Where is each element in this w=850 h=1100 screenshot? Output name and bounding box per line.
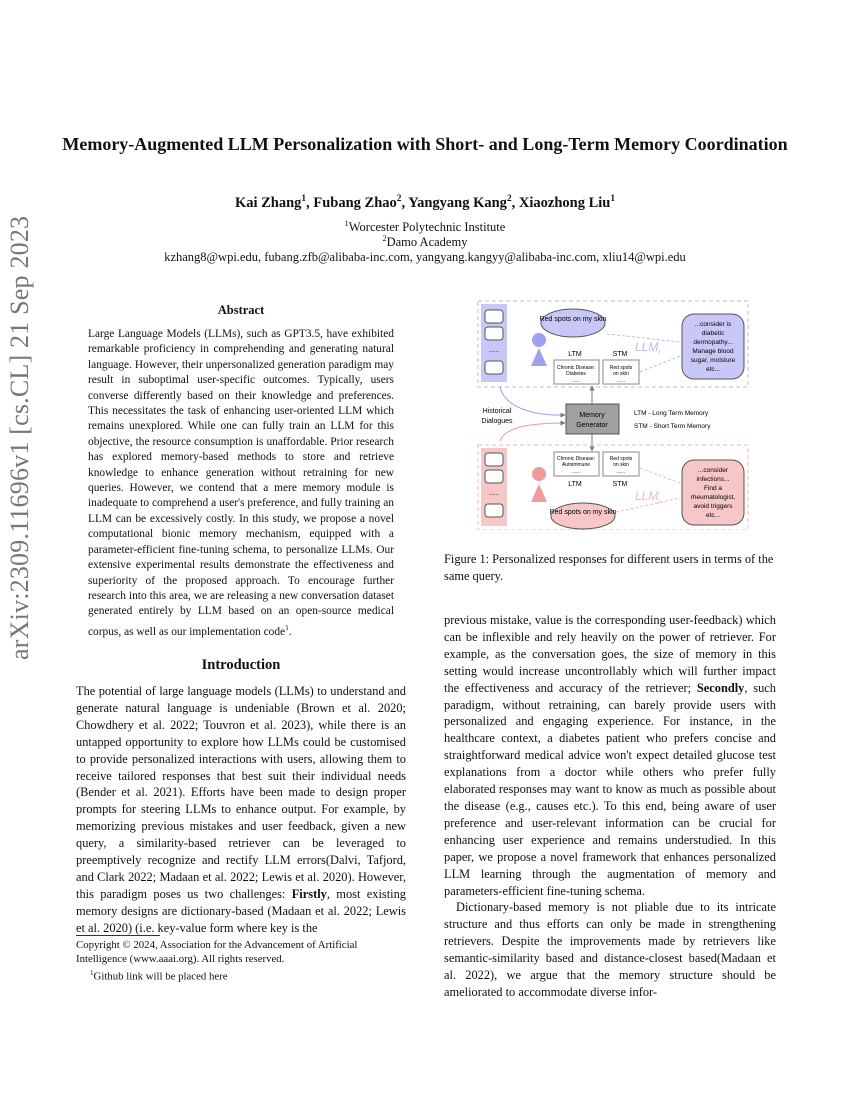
text-run: , such paradigm, without retraining, can barely provide users with personalized and engaging experience. For instance, in the healthcare context, a diabetes patient who prefers concise and straightforward medical advice won't expect detailed glucose test explanations from a doctor while others who prefer fully elaborated responses may want to know as much as possible about the disease (e.g., causes etc.). To this end, being aware of user preference and user-relevant information can be crucial for enhancing user experience and remains understudied. In this paper, we propose a novel framework that enhances personalized LLM learning through the augmentation of memory and parameters-efficient fine-tuning schema. [444, 680, 776, 898]
memory-generator-box [566, 404, 619, 434]
generator-label: Memory [579, 412, 605, 419]
query-bubble [541, 309, 605, 337]
stm-label: STM [612, 481, 628, 488]
stm-entry: on skin [613, 371, 629, 377]
ltm-entry: Chronic Disease: [556, 456, 596, 462]
history-to-generator-arrow [500, 423, 565, 441]
introduction-heading: Introduction [201, 657, 281, 673]
footnote-text: Github link will be placed here [93, 970, 228, 983]
author-affil-mark: 2 [506, 194, 512, 204]
arxiv-identifier: arXiv:2309.11696v1 [cs.CL] 21 Sep 2023 [5, 215, 34, 660]
copyright-notice: Copyright © 2024, Association for the Advancement of Artificial Intelligence (www.aaai.org). All rights reserved. [76, 939, 358, 965]
author-name: Yangyang Kang [408, 194, 507, 211]
figure-caption: Figure 1: Personalized responses for different users in terms of the same query. [444, 552, 774, 583]
response-line: etc... [705, 512, 721, 519]
llm-label [635, 489, 660, 505]
ellipsis: ...... [616, 469, 626, 475]
text-run: The potential of large language models (LLMs) to understand and generate natural language is undeniable (Brown et al. 2020; Chowdhery et al. 2022; Touvron et al. 2023), while there is an untapped opportunity to explore how LLMs could be customised to provide personalized interactions with users, allowing them to receive tailored responses that best suit their individual needs (Bender et al. 2021). Efforts have been made to design proper prompts for steering LLMs to enhance output. For example, by memorizing previous mistakes and user feedback, given a new query, a similarity-based retriever can be leveraged to preemptively recognize and rectify LLM errors(Dalvi, Tafjord, and Clark 2022; Madaan et al. 2022; Lewis et al. 2020). However, this paradigm poses us two challenges: [76, 684, 406, 901]
affil-mark: 2 [382, 234, 387, 243]
response-line: avoid triggers [693, 503, 733, 510]
abstract-body [88, 327, 394, 640]
affiliation [60, 234, 790, 250]
author-name: Xiaozhong Liu [518, 194, 611, 211]
user-icon [531, 333, 547, 366]
ellipsis: ...... [571, 378, 581, 384]
paragraph: Dictionary-based memory is not pliable due to its intricate structure and thus efforts can only be made in strengthening retrievers. Despite the improvements made by retrievers like semantic-similarity based and distance-closest based(Madaan et al. 2022), we argue that the memory structure should be ameliorated to accommodate diverse infor- [444, 900, 776, 999]
author-name: Kai Zhang [234, 194, 302, 211]
llm-text: LLM [635, 489, 659, 503]
footnote [76, 966, 406, 984]
affiliation [60, 219, 790, 235]
bold-term: Firstly [291, 886, 327, 901]
abstract-heading: Abstract [217, 303, 265, 317]
response-line: dermopathy... [693, 339, 733, 346]
historical-label: Dialogues [481, 418, 513, 425]
response-line: rheumatologist, [690, 494, 736, 501]
paragraph [444, 612, 776, 899]
bold-term: Secondly [696, 680, 745, 695]
ellipsis: ...... [488, 491, 500, 497]
paragraph [76, 683, 406, 937]
abstract-end: . [288, 625, 292, 638]
affil-name: Damo Academy [386, 235, 468, 250]
response-line: ...consider is [694, 321, 732, 328]
stm-entry: on skin [613, 462, 629, 468]
response-line: Manage blood [692, 348, 734, 355]
text-run: previous mistake, value is the corresponding user-feedback) which can be inflexible and rely heavily on the power of retriever. For example, as the conversation goes, the size of memory in this setting would increase uncontrollably which will further impact the effectiveness and accuracy of the retriever; [444, 613, 776, 695]
affil-mark: 1 [344, 219, 349, 228]
legend-ltm: LTM - Long Term Memory [634, 410, 709, 417]
legend-stm: STM - Short Term Memory [634, 423, 711, 430]
author-emails: kzhang8@wpi.edu, fubang.zfb@alibaba-inc.com, yangyang.kangyy@alibaba-inc.com, xliu14@wpi.edu [164, 250, 686, 264]
figure-1 [475, 298, 750, 530]
llm-label [635, 340, 660, 356]
response-line: ...consider [698, 467, 728, 474]
ellipsis: ...... [571, 469, 581, 475]
memory-arrow [640, 468, 680, 483]
introduction-left-column [76, 683, 406, 937]
text-run: , most existing memory designs are dictionary-based (Madaan et al. 2022; Lewis et al. 2020) (i.e. key-value form where key is the [76, 886, 406, 935]
query-text: Red spots on my skin [549, 509, 617, 516]
response-line: Find a [703, 485, 723, 492]
ltm-entry: Chronic Disease: [556, 365, 596, 371]
footnotes [76, 938, 406, 984]
author-list: Kai Zhang$^1$, Fubang Zhao$^2$, Yangyang Kang$^2$, Xiaozhong Liu$^1$ [234, 194, 616, 211]
response-line: sugar, moisture [690, 357, 736, 364]
ellipsis: ...... [488, 348, 500, 354]
llm-text: LLM [635, 340, 659, 354]
llm-subscript: j [658, 498, 660, 505]
query-bubble [551, 503, 615, 529]
author-name: Fubang Zhao [313, 194, 397, 211]
ltm-label: LTM [568, 481, 582, 488]
author-affil-mark: 1 [610, 194, 616, 204]
historical-label: Historical [482, 408, 512, 415]
llm-subscript: i [658, 349, 660, 356]
author-affil-mark: 2 [396, 194, 402, 204]
footnote-mark: 1 [90, 969, 94, 977]
user-icon [531, 467, 547, 502]
generator-label: Generator [576, 422, 608, 429]
ltm-label: LTM [568, 351, 582, 358]
response-line: etc... [705, 366, 721, 373]
query-text: Red spots on my skin [539, 316, 607, 323]
introduction-right-column [444, 612, 776, 1001]
ltm-entry: Autoimmune [561, 462, 591, 468]
footnote-divider [76, 935, 160, 936]
memory-arrow [640, 356, 680, 372]
paper-title: Memory-Augmented LLM Personalization with Short- and Long-Term Memory Coordination [62, 134, 788, 154]
response-line: infections... [696, 476, 730, 483]
ltm-entry: Diabetes [566, 371, 586, 377]
stm-label: STM [612, 351, 628, 358]
stm-entry: Red spots [609, 456, 633, 462]
author-affil-mark: 1 [301, 194, 307, 204]
response-line: diabetic [701, 330, 725, 337]
ellipsis: ...... [616, 378, 626, 384]
footnote-mark: 1 [285, 622, 289, 632]
stm-entry: Red spots [609, 365, 633, 371]
abstract-text: Large Language Models (LLMs), such as GPT3.5, have exhibited remarkable proficiency in comprehending and generating natural language. However, their unpersonalized generation paradigm may result in suboptimal user-specific outcomes. Typically, users converse differently based on their knowledge and preferences. This necessitates the task of enhancing user-oriented LLM which remains unexplored. While one can fully train an LLM for this objective, the resource consumption is unaffordable. Prior research has explored memory-based methods to store and retrieve knowledge to enhance generation without retraining for new queries. However, we contend that a mere memory module is inadequate to comprehend a user's preference, and fully training an LLM can be excessively costly. In this study, we propose a novel computational bionic memory mechanism, equipped with a parameter-efficient fine-tuning schema, to personalize LLMs. Our extensive experimental results demonstrate the effectiveness and superiority of the proposed approach. To encourage further research into this area, we are releasing a new conversation dataset generated entirely by LLM based on an open-source medical corpus, as well as our implementation code [88, 328, 394, 638]
affil-name: Worcester Polytechnic Institute [348, 220, 506, 235]
